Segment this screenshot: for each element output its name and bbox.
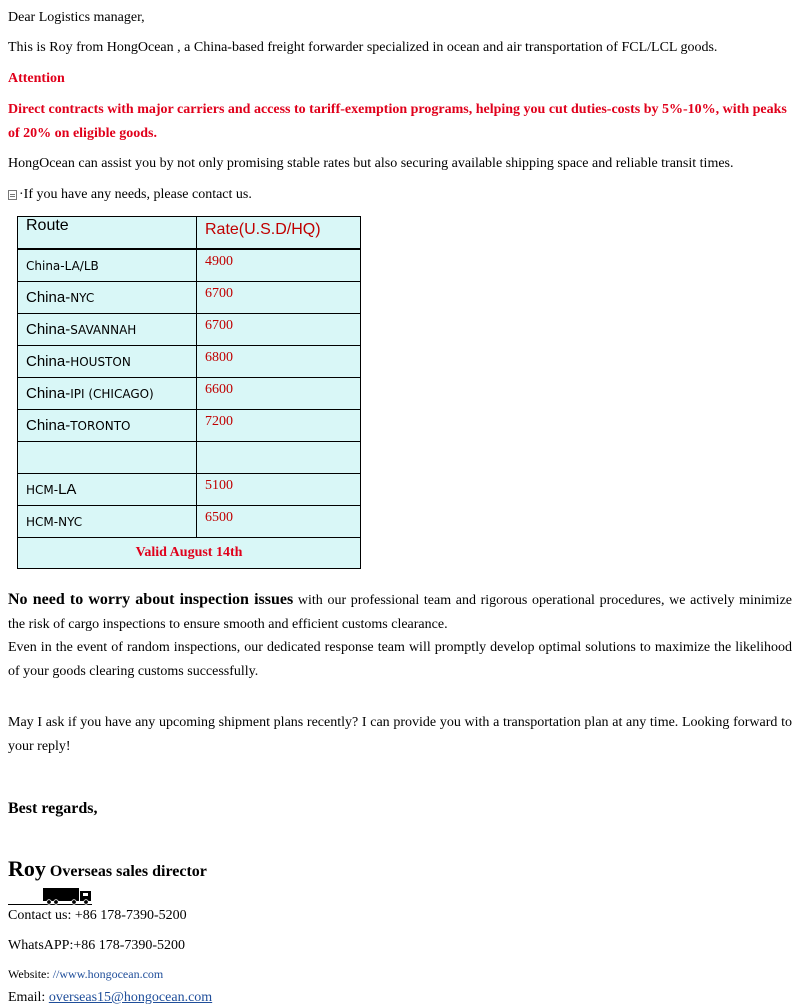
- attention-heading: Attention: [8, 71, 65, 86]
- rate-cell: 6800: [197, 346, 361, 378]
- inspection-paragraph: [8, 588, 792, 637]
- intro-text: This is Roy from HongOcean , a China-based freight forwarder specialized in ocean and air transportation of FCL/LCL goods.: [8, 40, 718, 55]
- assist-text: HongOcean can assist you by not only promising stable rates but also securing available shipping space and reliable transit times.: [8, 156, 734, 171]
- table-row: [18, 378, 361, 410]
- table-row: [18, 346, 361, 378]
- contact-prompt-text: ·If you have any needs, please contact us.: [19, 187, 252, 202]
- validity-text: Valid August 14th: [18, 538, 361, 569]
- route-cell: HCM-NYC: [18, 506, 197, 538]
- rate-cell: 7200: [197, 410, 361, 442]
- table-row: [18, 282, 361, 314]
- route-cell: China-TORONTO: [18, 410, 197, 442]
- contact-phone: Contact us: +86 178-7390-5200: [8, 908, 187, 923]
- header-rate: Rate(U.S.D/HQ): [197, 217, 361, 250]
- rate-cell: 6600: [197, 378, 361, 410]
- route-cell: China-NYC: [18, 282, 197, 314]
- table-row: [18, 506, 361, 538]
- closing-regards: Best regards,: [8, 800, 98, 817]
- rate-cell: 6700: [197, 314, 361, 346]
- validity-row: [18, 538, 361, 569]
- route-cell: China-LA/LB: [18, 249, 197, 282]
- route-cell: China-HOUSTON: [18, 346, 197, 378]
- website-link[interactable]: //www.hongocean.com: [52, 967, 164, 981]
- random-inspection-paragraph: Even in the event of random inspections, our dedicated response team will promptly develop optimal solutions to maximize the likelihood of your goods clearing customs successfully.: [8, 640, 792, 679]
- signature: [8, 856, 207, 882]
- rate-cell: [197, 442, 361, 474]
- rate-cell: 6500: [197, 506, 361, 538]
- direct-contracts-text: Direct contracts with major carriers and access to tariff-exemption programs, helping you cut duties-costs by 5%-10%, with peaks of 20% on eligible goods.: [8, 102, 787, 141]
- table-row: [18, 474, 361, 506]
- whatsapp-phone: WhatsAPP:+86 178-7390-5200: [8, 938, 186, 953]
- rate-table: [17, 216, 361, 569]
- signature-title: Overseas sales director: [45, 863, 207, 880]
- table-row: [18, 314, 361, 346]
- table-row: [18, 249, 361, 282]
- table-row: [18, 410, 361, 442]
- greeting: Dear Logistics manager,: [8, 10, 145, 25]
- shipment-question: May I ask if you have any upcoming shipment plans recently? I can provide you with a transportation plan at any time. Looking forward to your reply!: [8, 715, 792, 754]
- truck-icon: [8, 886, 92, 906]
- signature-name: Roy: [8, 856, 46, 881]
- rate-cell: 6700: [197, 282, 361, 314]
- route-cell: China-SAVANNAH: [18, 314, 197, 346]
- document-icon: [8, 190, 17, 200]
- rate-cell: 5100: [197, 474, 361, 506]
- website-label: Website:: [8, 967, 53, 981]
- route-cell: HCM-LA: [18, 474, 197, 506]
- website-line: [8, 967, 163, 982]
- inspection-rest: with our professional team and rigorous operational procedures, we actively minimize the risk of cargo inspections to ensure smooth and efficient customs clearance.: [8, 593, 793, 632]
- rate-cell: 4900: [197, 249, 361, 282]
- header-route: Route: [18, 217, 197, 250]
- email-label: Email:: [8, 990, 49, 1005]
- email-link[interactable]: overseas15@hongocean.com: [48, 990, 213, 1005]
- inspection-bold: No need to worry about inspection issues: [8, 591, 294, 608]
- table-row-empty: [18, 442, 361, 474]
- route-cell: China-IPI (CHICAGO): [18, 378, 197, 410]
- table-header-row: [18, 217, 361, 250]
- email-line: [8, 990, 212, 1006]
- route-cell: [18, 442, 197, 474]
- contact-prompt: [8, 187, 252, 203]
